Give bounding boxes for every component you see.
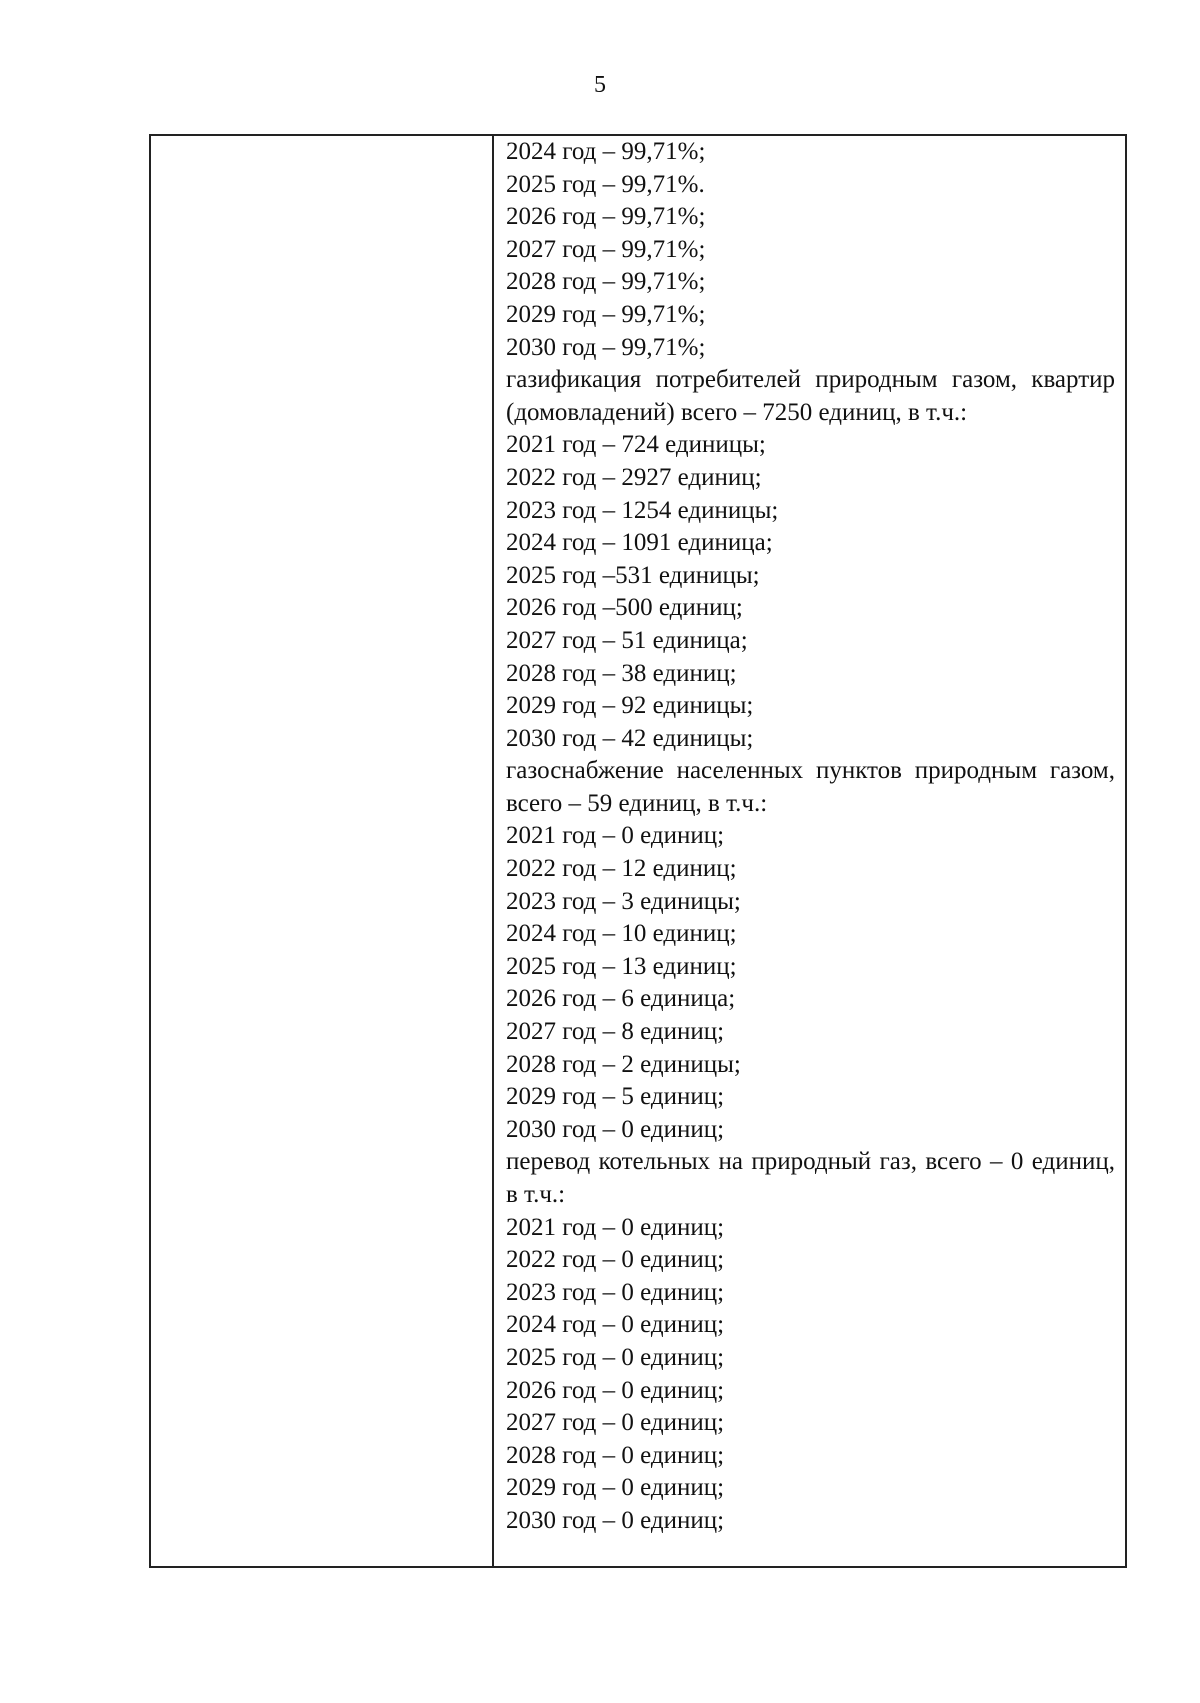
list-item: 2029 год – 99,71%; xyxy=(506,300,706,328)
list-item: 2025 год –531 единицы; xyxy=(506,561,760,589)
list-item: 2030 год – 42 единицы; xyxy=(506,724,754,752)
list-item: 2021 год – 0 единиц; xyxy=(506,1213,725,1241)
list-item: 2025 год – 99,71%. xyxy=(506,170,705,198)
list-item: 2022 год – 12 единиц; xyxy=(506,855,737,883)
list-item: 2028 год – 38 единиц; xyxy=(506,659,737,687)
list-item: 2027 год – 51 единица; xyxy=(506,626,748,654)
list-item: 2028 год – 2 единицы; xyxy=(506,1050,741,1078)
list-item: 2025 год – 0 единиц; xyxy=(506,1343,725,1371)
gas-supply-list xyxy=(506,820,1115,1146)
list-item: 2030 год – 99,71%; xyxy=(506,333,706,361)
list-item: 2025 год – 13 единиц; xyxy=(506,952,737,980)
list-item: 2021 год – 724 единицы; xyxy=(506,431,766,459)
list-item: 2023 год – 1254 единицы; xyxy=(506,496,779,524)
list-item: 2023 год – 0 единиц; xyxy=(506,1278,725,1306)
list-item: 2029 год – 5 единиц; xyxy=(506,1083,725,1111)
list-item: 2026 год – 6 единица; xyxy=(506,985,736,1013)
table-right-column xyxy=(494,136,1125,1566)
list-item: 2029 год – 0 единиц; xyxy=(506,1474,725,1502)
list-item: 2021 год – 0 единиц; xyxy=(506,822,725,850)
section-heading-gas-supply: газоснабжение населенных пунктов природным газом, всего – 59 единиц, в т.ч.: xyxy=(506,757,1115,817)
list-item: 2026 год –500 единиц; xyxy=(506,594,743,622)
list-item: 2029 год – 92 единицы; xyxy=(506,692,754,720)
list-item: 2026 год – 0 единиц; xyxy=(506,1376,725,1404)
document-table xyxy=(149,134,1127,1568)
list-item: 2022 год – 2927 единиц; xyxy=(506,463,762,491)
list-item: 2030 год – 0 единиц; xyxy=(506,1506,725,1534)
list-item: 2024 год – 0 единиц; xyxy=(506,1311,725,1339)
list-item: 2024 год – 1091 единица; xyxy=(506,529,773,557)
table-left-column xyxy=(151,136,494,1566)
list-item: 2030 год – 0 единиц; xyxy=(506,1115,725,1143)
list-item: 2027 год – 8 единиц; xyxy=(506,1018,725,1046)
list-item: 2024 год – 10 единиц; xyxy=(506,920,737,948)
list-item: 2023 год – 3 единицы; xyxy=(506,887,741,915)
list-item: 2026 год – 99,71%; xyxy=(506,203,706,231)
list-item: 2027 год – 0 единиц; xyxy=(506,1409,725,1437)
list-item: 2028 год – 99,71%; xyxy=(506,268,706,296)
section-heading-boiler-conversion: перевод котельных на природный газ, всего – 0 единиц, в т.ч.: xyxy=(506,1148,1115,1208)
percentage-list xyxy=(506,136,1115,364)
boiler-conversion-list xyxy=(506,1212,1115,1538)
list-item: 2022 год – 0 единиц; xyxy=(506,1246,725,1274)
gasification-list xyxy=(506,429,1115,755)
page-number: 5 xyxy=(594,72,606,98)
list-item: 2024 год – 99,71%; xyxy=(506,138,706,165)
section-heading-gasification: газификация потребителей природным газом, квартир (домовладений) всего – 7250 единиц, в т.ч.: xyxy=(506,366,1115,426)
list-item: 2027 год – 99,71%; xyxy=(506,235,706,263)
list-item: 2028 год – 0 единиц; xyxy=(506,1441,725,1469)
